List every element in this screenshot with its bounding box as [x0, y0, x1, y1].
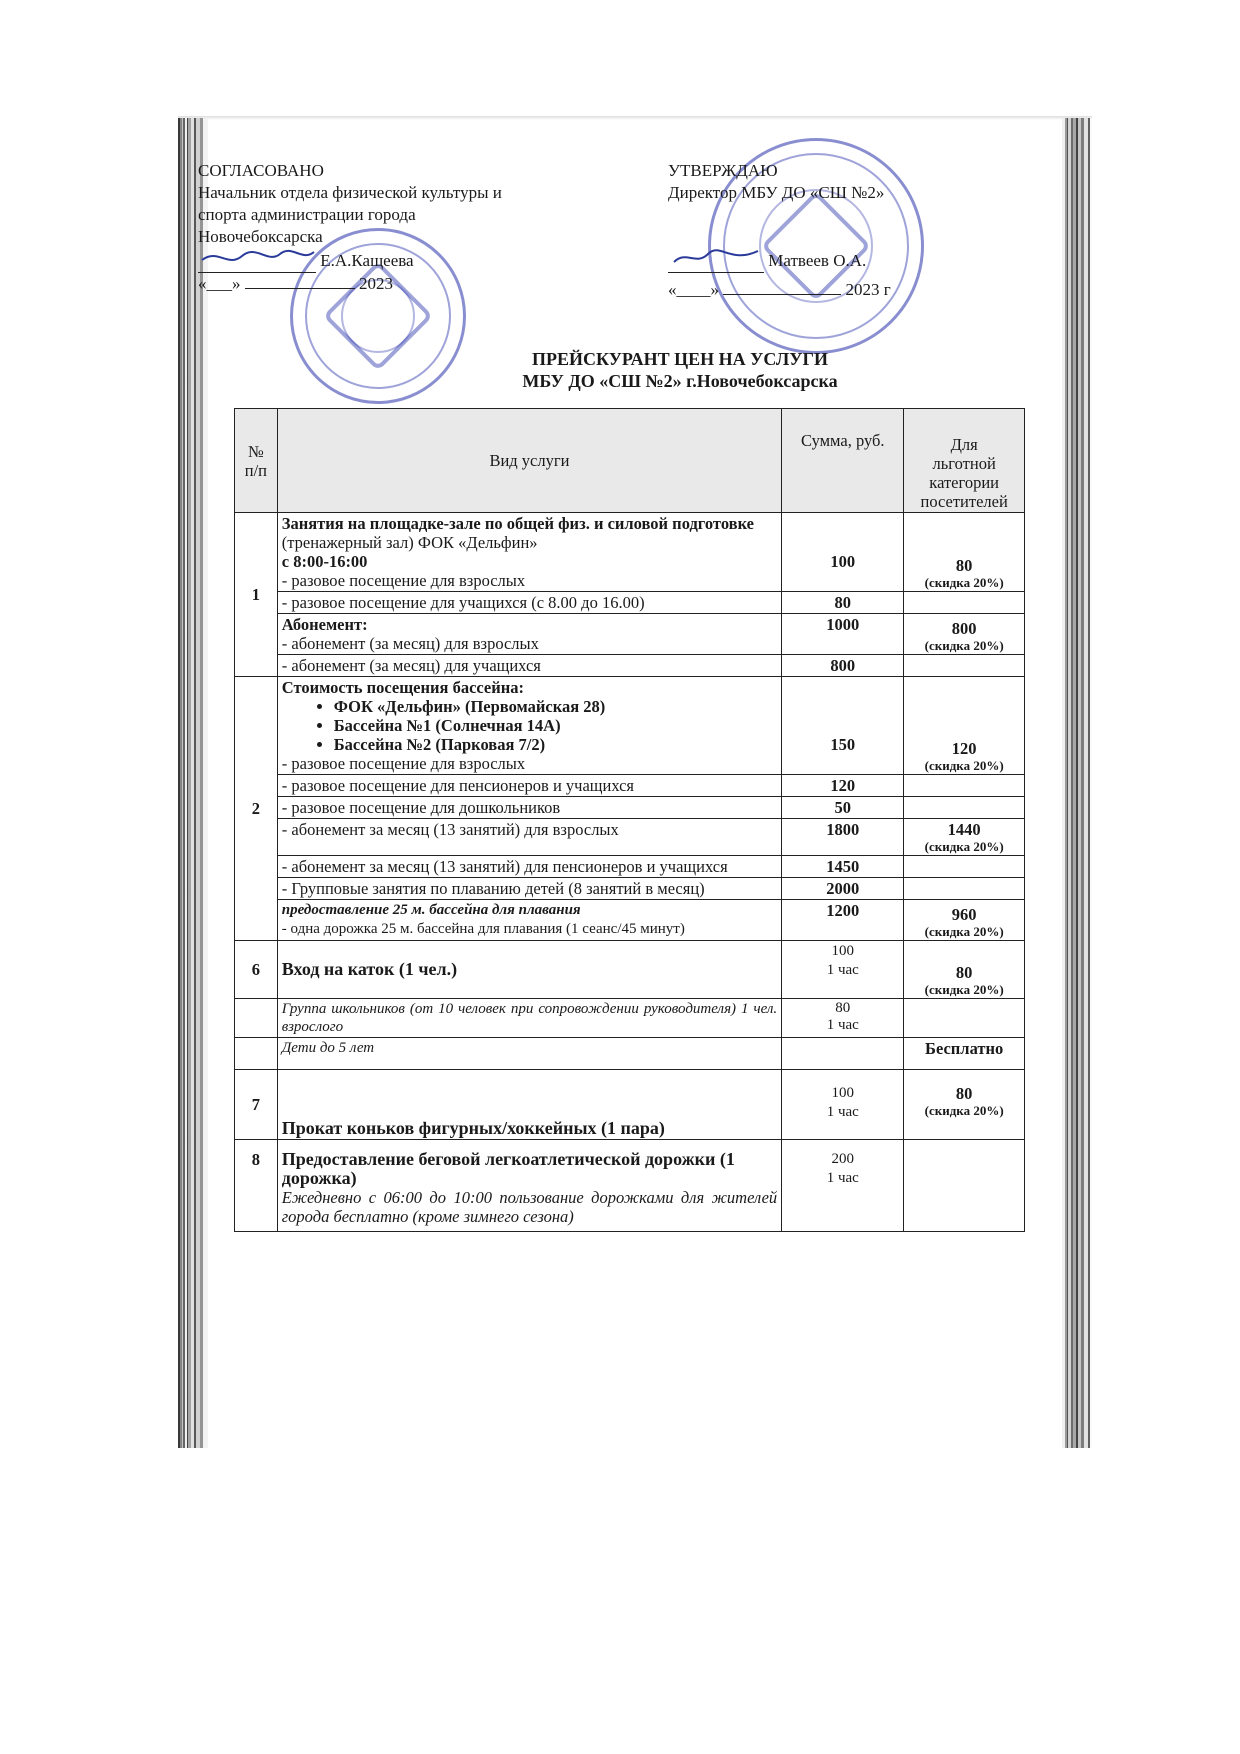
track-text: Предоставление беговой легкоатлетической дорожки (1 дорожка): [281, 1149, 735, 1188]
approval-left-signature-row: [198, 248, 538, 273]
service-cell: [277, 900, 781, 941]
discount-note: (скидка 20%): [924, 638, 1004, 653]
pool-item: • Бассейна №2 (Парковая 7/2): [334, 735, 777, 754]
discount-value: 80: [955, 963, 973, 982]
discount-value: 120: [951, 739, 977, 758]
table-row: [235, 775, 1025, 797]
row-number-empty: [235, 999, 278, 1038]
sum-cell: [782, 941, 904, 999]
table-row: [235, 900, 1025, 941]
sum-cell: 50: [782, 797, 904, 819]
approval-left-block: [198, 160, 538, 295]
table-row: [235, 1038, 1025, 1070]
sum-cell: 1000: [782, 614, 904, 655]
table-row: [235, 1070, 1025, 1140]
table-row: [235, 677, 1025, 775]
header-discount-line4: посетителей: [920, 492, 1008, 511]
pool-title: Стоимость посещения бассейна:: [281, 678, 524, 697]
pool-list: [282, 697, 777, 754]
service-cell: [277, 513, 781, 592]
service-line: [277, 941, 781, 999]
approval-left-signer: Е.А.Кащеева: [320, 251, 414, 270]
scan-left-edge-artifact: [178, 118, 208, 1448]
discount-note: (скидка 20%): [924, 1103, 1004, 1118]
service-line: - разовое посещение для учащихся (с 8.00 до 16.00): [277, 592, 781, 614]
discount-value: 960: [951, 905, 977, 924]
service-cell: [277, 614, 781, 655]
approval-right-line1: Директор МБУ ДО «СШ №2»: [668, 183, 885, 202]
service-hours: с 8:00-16:00: [281, 552, 368, 571]
row-number: 7: [235, 1070, 278, 1140]
discount-value: 80: [955, 1084, 973, 1103]
discount-note: (скидка 20%): [924, 924, 1004, 939]
table-row: [235, 614, 1025, 655]
header-discount-line1: Для: [950, 435, 978, 454]
service-line: - абонемент за месяц (13 занятий) для пенсионеров и учащихся: [277, 856, 781, 878]
lane-title: предоставление 25 м. бассейна для плавания: [281, 902, 581, 918]
table-row: [235, 513, 1025, 592]
approval-right-block: [668, 160, 998, 301]
service-line: - разовое посещение для пенсионеров и учащихся: [277, 775, 781, 797]
discount-note: (скидка 20%): [924, 758, 1004, 773]
discount-cell-empty: [904, 592, 1025, 614]
sum-unit: 1 час: [826, 1170, 859, 1186]
handwritten-signature-right: [668, 248, 764, 266]
discount-cell-empty: [904, 856, 1025, 878]
service-line: - разовое посещение для дошкольников: [277, 797, 781, 819]
header-discount: [904, 409, 1025, 513]
title-line2: МБУ ДО «СШ №2» г.Новочебоксарска: [522, 371, 838, 391]
discount-cell: [904, 900, 1025, 941]
skating-entry-text: Вход на каток (1 чел.): [281, 959, 458, 979]
header-sum: Сумма, руб.: [782, 409, 904, 513]
discount-cell: [904, 819, 1025, 856]
sum-value: 80: [835, 1000, 851, 1016]
sum-unit: 1 час: [826, 1104, 859, 1120]
abonement-title: Абонемент:: [281, 615, 368, 634]
service-line: - абонемент за месяц (13 занятий) для взрослых: [277, 819, 781, 856]
service-line: - разовое посещение для взрослых: [281, 754, 526, 773]
date-month-line: [723, 294, 841, 295]
sum-cell: 1450: [782, 856, 904, 878]
service-cell: [277, 1140, 781, 1232]
discount-cell: [904, 614, 1025, 655]
table-row: [235, 797, 1025, 819]
service-line: - разовое посещение для взрослых: [281, 571, 526, 590]
sum-cell: [782, 1140, 904, 1232]
discount-note: (скидка 20%): [924, 839, 1004, 854]
service-line: - Групповые занятия по плаванию детей (8 занятий в месяц): [277, 878, 781, 900]
approval-right-date-prefix: «____»: [668, 280, 719, 299]
sum-cell: 100: [782, 513, 904, 592]
discount-cell: [904, 1070, 1025, 1140]
signature-line: [668, 248, 764, 273]
discount-cell: [904, 941, 1025, 999]
row-number: 6: [235, 941, 278, 999]
sum-cell: [782, 999, 904, 1038]
service-title-rest: (тренажерный зал) ФОК «Дельфин»: [281, 533, 538, 552]
header-num-line1: №: [248, 441, 264, 461]
discount-cell-empty: [904, 797, 1025, 819]
header-discount-line2: льготной: [932, 454, 996, 473]
service-line: - абонемент (за месяц) для взрослых: [281, 634, 539, 653]
approval-left-date-prefix: «___»: [198, 274, 241, 293]
discount-cell-empty: [904, 775, 1025, 797]
price-table: [234, 408, 1025, 1232]
header-num: [235, 409, 278, 513]
header-num-line2: п/п: [244, 460, 267, 480]
discount-value: 800: [951, 619, 977, 638]
service-cell: [277, 677, 781, 775]
service-line: [277, 1070, 781, 1140]
approval-right-heading: УТВЕРЖДАЮ: [668, 161, 778, 180]
sum-cell: 800: [782, 655, 904, 677]
table-row: [235, 941, 1025, 999]
table-row: [235, 999, 1025, 1038]
row-number-empty: [235, 1038, 278, 1070]
header-discount-line3: категории: [929, 473, 1000, 492]
discount-note: (скидка 20%): [924, 575, 1004, 590]
table-row: [235, 856, 1025, 878]
row-number: 1: [235, 513, 278, 677]
approval-left-date-row: [198, 273, 538, 295]
service-title-bold: Занятия на площадке-зале по общей физ. и силовой подготовке: [281, 514, 754, 533]
approval-right-signature-row: [668, 248, 998, 273]
service-line: Группа школьников (от 10 человек при сопровождении руководителя) 1 чел. взрослого: [277, 999, 781, 1038]
sum-cell: 1200: [782, 900, 904, 941]
approval-right-date-row: [668, 279, 998, 301]
sum-value: 100: [831, 1085, 854, 1101]
sum-value: 200: [831, 1151, 854, 1167]
approval-left-line3: Новочебоксарска: [198, 227, 323, 246]
table-row: [235, 592, 1025, 614]
sum-cell: 120: [782, 775, 904, 797]
sum-unit: 1 час: [826, 1017, 859, 1033]
approval-right-date-year: 2023 г: [845, 280, 891, 299]
scan-right-edge-artifact: [1062, 118, 1092, 1448]
table-header-row: [235, 409, 1025, 513]
date-month-line: [245, 288, 355, 289]
sum-value: 100: [831, 943, 854, 959]
approval-left-line1: Начальник отдела физической культуры и: [198, 183, 502, 202]
discount-note: (скидка 20%): [924, 982, 1004, 997]
table-row: [235, 1140, 1025, 1232]
track-note: Ежедневно с 06:00 до 10:00 пользование дорожками для жителей города бесплатно (кроме зимнего сезона): [281, 1188, 778, 1226]
approval-left-line2: спорта администрации города: [198, 205, 416, 224]
discount-cell-empty: [904, 999, 1025, 1038]
title-line1: ПРЕЙСКУРАНТ ЦЕН НА УСЛУГИ: [532, 349, 828, 369]
signature-line: [198, 248, 316, 273]
discount-cell-empty: [904, 655, 1025, 677]
scan-top-edge: [178, 116, 1092, 120]
discount-cell: [904, 677, 1025, 775]
sum-cell-empty: [782, 1038, 904, 1070]
pool-item: • Бассейна №1 (Солнечная 14А): [334, 716, 777, 735]
sum-cell: 2000: [782, 878, 904, 900]
sum-cell: 150: [782, 677, 904, 775]
table-row: [235, 878, 1025, 900]
sum-cell: [782, 1070, 904, 1140]
approval-left-date-year: 2023: [359, 274, 393, 293]
table-row: [235, 819, 1025, 856]
row-number: 2: [235, 677, 278, 941]
discount-cell-empty: [904, 1140, 1025, 1232]
header-service: Вид услуги: [277, 409, 781, 513]
discount-value: 1440: [947, 820, 981, 839]
document-title: [300, 348, 1060, 392]
service-line: - одна дорожка 25 м. бассейна для плавания (1 сеанс/45 минут): [281, 921, 685, 937]
pool-item: • ФОК «Дельфин» (Первомайская 28): [334, 697, 777, 716]
skate-rental-text: Прокат коньков фигурных/хоккейных (1 пара): [281, 1118, 665, 1138]
discount-cell: [904, 513, 1025, 592]
service-line: Дети до 5 лет: [277, 1038, 781, 1070]
row-number: 8: [235, 1140, 278, 1232]
discount-cell-empty: [904, 878, 1025, 900]
sum-unit: 1 час: [826, 962, 859, 978]
sum-cell: 1800: [782, 819, 904, 856]
handwritten-signature-left: [198, 248, 316, 266]
sum-cell: 80: [782, 592, 904, 614]
discount-cell: Бесплатно: [904, 1038, 1025, 1070]
approval-right-signer: Матвеев О.А.: [768, 251, 867, 270]
service-line: - абонемент (за месяц) для учащихся: [277, 655, 781, 677]
approval-left-heading: СОГЛАСОВАНО: [198, 161, 324, 180]
table-row: [235, 655, 1025, 677]
discount-value: 80: [955, 556, 973, 575]
